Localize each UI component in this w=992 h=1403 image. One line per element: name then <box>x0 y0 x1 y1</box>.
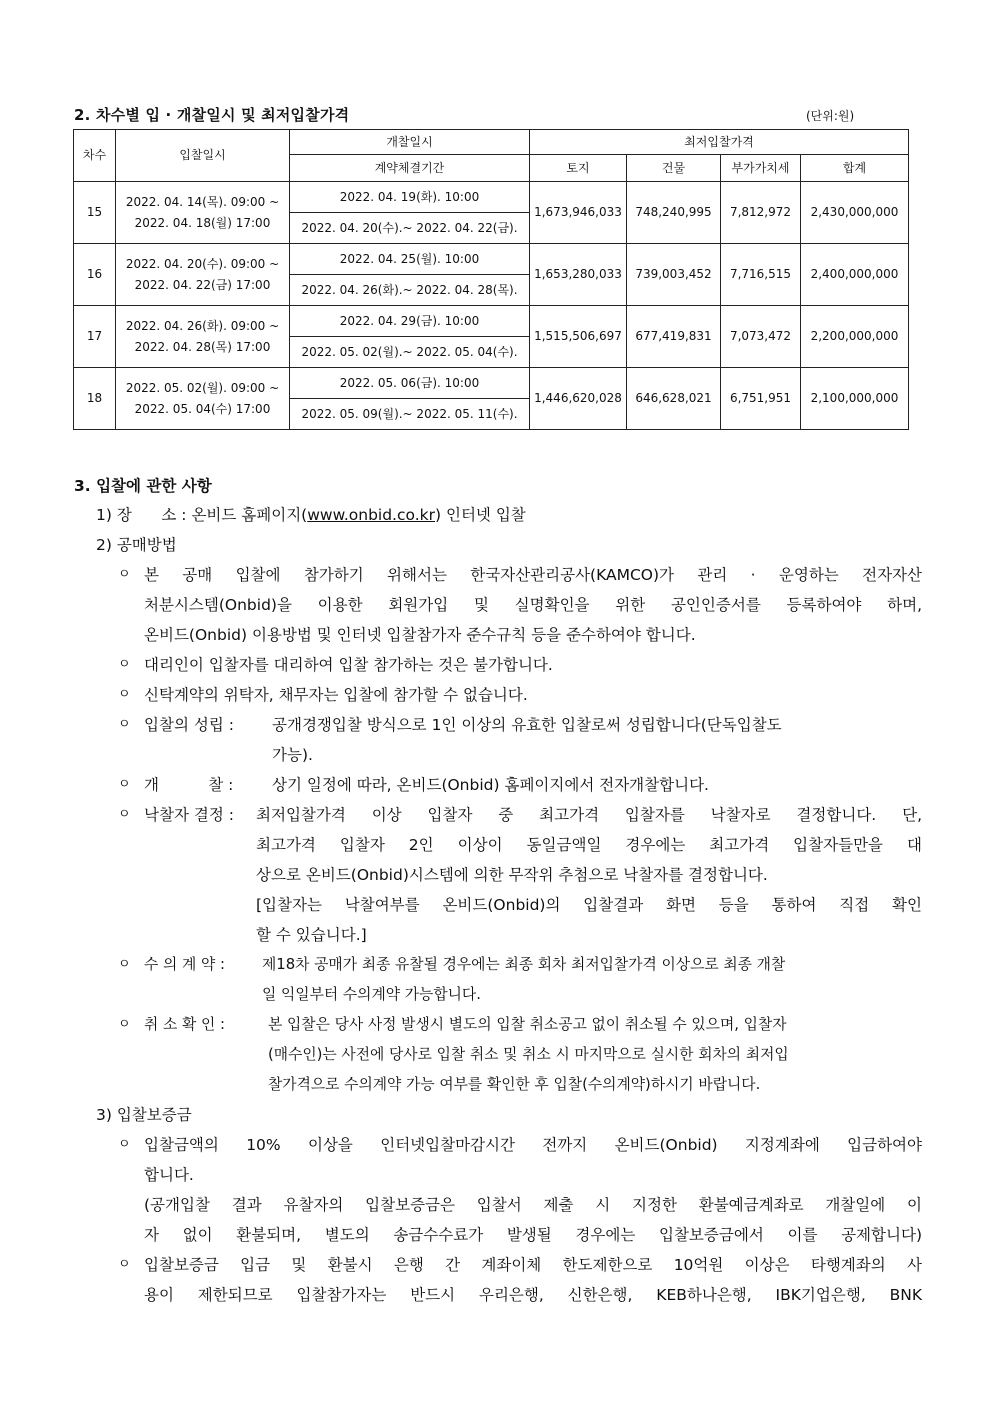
list-item <box>118 800 934 950</box>
b6-label: 낙찰자 결정 : <box>144 806 234 824</box>
method-title: 2) 공매방법 <box>96 536 177 554</box>
place-text-post: ) 인터넷 입찰 <box>435 506 526 524</box>
schedule-table <box>73 129 909 430</box>
header-contract-period: 계약체결기간 <box>290 155 530 182</box>
b4-line-2: 가능). <box>272 746 313 764</box>
b6-line-4: [입찰자는 낙찰여부를 온비드(Onbid)의 입찰결과 화면 등을 통하여 직접 확인 <box>256 896 922 914</box>
table-row <box>74 182 909 213</box>
header-total: 합계 <box>801 155 909 182</box>
table-row <box>74 244 909 275</box>
building-cell: 748,240,995 <box>627 182 721 244</box>
contract-period-cell: 2022. 05. 02(월).~ 2022. 05. 04(수). <box>290 337 530 368</box>
open-datetime-cell: 2022. 04. 19(화). 10:00 <box>290 182 530 213</box>
total-cell: 2,100,000,000 <box>801 368 909 430</box>
land-cell: 1,446,620,028 <box>530 368 627 430</box>
b7-line-2: 일 익일부터 수의계약 가능합니다. <box>262 986 481 1003</box>
list-item <box>118 1130 934 1250</box>
list-item <box>118 1250 934 1310</box>
header-vat: 부가가치세 <box>721 155 801 182</box>
bullet-icon: ㅇ <box>118 567 131 582</box>
place-line <box>96 500 934 530</box>
b8-line-2: (매수인)는 사전에 당사로 입찰 취소 및 취소 시 마지막으로 실시한 회차의 최저입 <box>268 1046 789 1063</box>
header-min-price: 최저입찰가격 <box>530 130 909 155</box>
list-item <box>118 710 934 770</box>
b8-line-3: 찰가격으로 수의계약 가능 여부를 확인한 후 입찰(수의계약)하시기 바랍니다. <box>268 1076 761 1093</box>
bullet-icon: ㅇ <box>118 1137 131 1152</box>
table-row <box>74 368 909 399</box>
list-item <box>118 560 934 650</box>
round-cell: 16 <box>74 244 116 306</box>
bullet-icon: ㅇ <box>118 1257 131 1272</box>
open-datetime-cell: 2022. 04. 29(금). 10:00 <box>290 306 530 337</box>
b1-line-2: 처분시스템(Onbid)을 이용한 회원가입 및 실명확인을 위한 공인인증서를 등록하여야 하며, <box>144 596 922 614</box>
bid-period-cell: 2022. 04. 26(화). 09:00 ~ 2022. 04. 28(목) 17:00 <box>116 306 290 368</box>
vat-cell: 6,751,951 <box>721 368 801 430</box>
list-item <box>118 680 934 710</box>
onbid-link[interactable]: www.onbid.co.kr <box>307 506 435 524</box>
round-cell: 17 <box>74 306 116 368</box>
bid-period-cell: 2022. 04. 14(목). 09:00 ~ 2022. 04. 18(월) 17:00 <box>116 182 290 244</box>
total-cell: 2,430,000,000 <box>801 182 909 244</box>
vat-cell: 7,073,472 <box>721 306 801 368</box>
header-round: 차수 <box>74 130 116 182</box>
d1-line-3: (공개입찰 결과 유찰자의 입찰보증금은 입찰서 제출 시 지정한 환불예금계좌로 개찰일에 이 <box>144 1196 922 1214</box>
total-cell: 2,200,000,000 <box>801 306 909 368</box>
list-item <box>118 650 934 680</box>
land-cell: 1,673,946,033 <box>530 182 627 244</box>
place-label: 1) 장 소 : <box>96 506 187 524</box>
section3 <box>74 472 934 1310</box>
d2-line-1: 입찰보증금 입금 및 환불시 은행 간 계좌이체 한도제한으로 10억원 이상은 타행계좌의 사 <box>144 1256 922 1274</box>
land-cell: 1,515,506,697 <box>530 306 627 368</box>
bullet-icon: ㅇ <box>118 717 131 732</box>
d1-line-1: 입찰금액의 10% 이상을 인터넷입찰마감시간 전까지 온비드(Onbid) 지정계좌에 입금하여야 <box>144 1136 922 1154</box>
b3-text: 신탁계약의 위탁자, 채무자는 입찰에 참가할 수 없습니다. <box>144 686 528 704</box>
open-datetime-cell: 2022. 05. 06(금). 10:00 <box>290 368 530 399</box>
land-cell: 1,653,280,033 <box>530 244 627 306</box>
section2-title: 2. 차수별 입 · 개찰일시 및 최저입찰가격 <box>74 106 350 124</box>
b1-line-1: 본 공매 입찰에 참가하기 위해서는 한국자산관리공사(KAMCO)가 관리 · 운영하는 전자자산 <box>144 566 922 584</box>
open-datetime-cell: 2022. 04. 25(월). 10:00 <box>290 244 530 275</box>
section3-title: 3. 입찰에 관한 사항 <box>74 477 212 495</box>
b8-label: 취 소 확 인 : <box>144 1016 225 1033</box>
b6-line-5: 할 수 있습니다.] <box>256 926 367 944</box>
bullet-icon: ㅇ <box>118 807 131 822</box>
b6-line-1: 최저입찰가격 이상 입찰자 중 최고가격 입찰자를 낙찰자로 결정합니다. 단, <box>256 806 922 824</box>
bid-period-cell: 2022. 05. 02(월). 09:00 ~ 2022. 05. 04(수) 17:00 <box>116 368 290 430</box>
bullet-icon: ㅇ <box>118 1017 131 1032</box>
contract-period-cell: 2022. 04. 26(화).~ 2022. 04. 28(목). <box>290 275 530 306</box>
b8-line-1: 본 입찰은 당사 사정 발생시 별도의 입찰 취소공고 없이 취소될 수 있으며, 입찰자 <box>268 1016 787 1033</box>
b5-text: 상기 일정에 따라, 온비드(Onbid) 홈페이지에서 전자개찰합니다. <box>272 776 709 794</box>
b4-line-1: 공개경쟁입찰 방식으로 1인 이상의 유효한 입찰로써 성립합니다(단독입찰도 <box>272 716 782 734</box>
vat-cell: 7,812,972 <box>721 182 801 244</box>
list-item <box>118 950 934 1010</box>
b2-text: 대리인이 입찰자를 대리하여 입찰 참가하는 것은 불가합니다. <box>144 656 553 674</box>
b6-line-3: 상으로 온비드(Onbid)시스템에 의한 무작위 추첨으로 낙찰자를 결정합니다. <box>256 866 768 884</box>
bullet-icon: ㅇ <box>118 777 131 792</box>
place-text-pre: 온비드 홈페이지( <box>191 506 308 524</box>
b6-line-2: 최고가격 입찰자 2인 이상이 동일금액일 경우에는 최고가격 입찰자들만을 대 <box>256 836 922 854</box>
total-cell: 2,400,000,000 <box>801 244 909 306</box>
contract-period-cell: 2022. 04. 20(수).~ 2022. 04. 22(금). <box>290 213 530 244</box>
header-building: 건물 <box>627 155 721 182</box>
bullet-icon: ㅇ <box>118 657 131 672</box>
building-cell: 677,419,831 <box>627 306 721 368</box>
deposit-title: 3) 입찰보증금 <box>96 1106 192 1124</box>
b7-label: 수 의 계 약 : <box>144 956 225 973</box>
contract-period-cell: 2022. 05. 09(월).~ 2022. 05. 11(수). <box>290 399 530 430</box>
round-cell: 18 <box>74 368 116 430</box>
b5-label: 개 찰 : <box>144 776 234 794</box>
bid-period-cell: 2022. 04. 20(수). 09:00 ~ 2022. 04. 22(금) 17:00 <box>116 244 290 306</box>
b7-line-1: 제18차 공매가 최종 유찰될 경우에는 최종 회차 최저입찰가격 이상으로 최종 개찰 <box>262 956 786 973</box>
list-item <box>118 770 934 800</box>
d1-line-4: 자 없이 환불되며, 별도의 송금수수료가 발생될 경우에는 입찰보증금에서 이를 공제합니다) <box>144 1226 922 1244</box>
table-row <box>74 306 909 337</box>
building-cell: 739,003,452 <box>627 244 721 306</box>
b1-line-3: 온비드(Onbid) 이용방법 및 인터넷 입찰참가자 준수규칙 등을 준수하여야 합니다. <box>144 626 696 644</box>
list-item <box>118 1010 934 1100</box>
bullet-icon: ㅇ <box>118 687 131 702</box>
header-open-datetime: 개찰일시 <box>290 130 530 155</box>
vat-cell: 7,716,515 <box>721 244 801 306</box>
round-cell: 15 <box>74 182 116 244</box>
header-bid-period: 입찰일시 <box>116 130 290 182</box>
unit-label: (단위:원) <box>806 109 855 123</box>
header-land: 토지 <box>530 155 627 182</box>
d2-line-2: 용이 제한되므로 입찰참가자는 반드시 우리은행, 신한은행, KEB하나은행, IBK기업은행, BNK <box>144 1286 922 1304</box>
b4-label: 입찰의 성립 : <box>144 716 234 734</box>
bullet-icon: ㅇ <box>118 957 131 972</box>
d1-line-2: 합니다. <box>144 1166 194 1184</box>
building-cell: 646,628,021 <box>627 368 721 430</box>
